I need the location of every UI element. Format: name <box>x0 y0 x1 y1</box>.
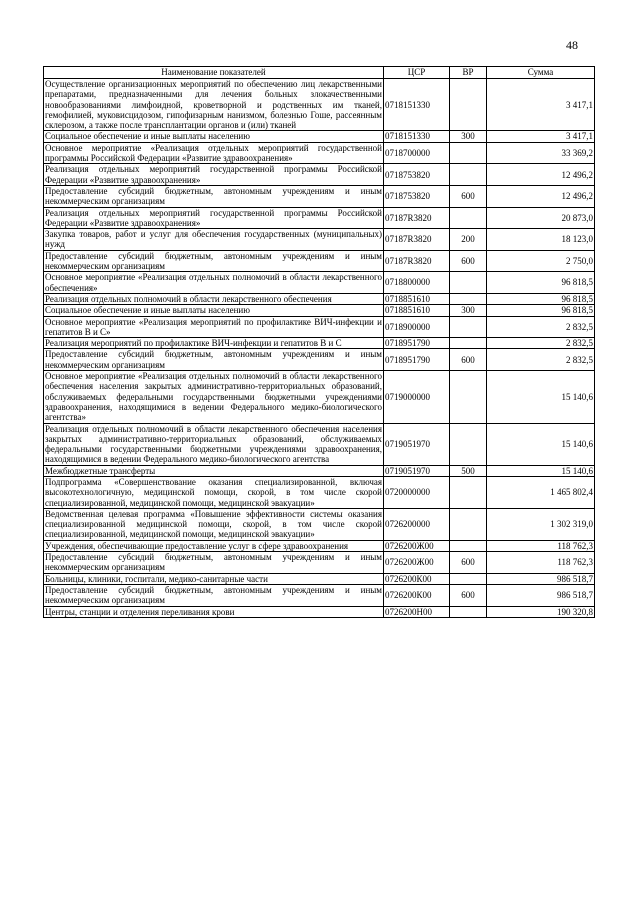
table-row <box>44 552 595 574</box>
cell-sum: 33 369,2 <box>487 142 595 164</box>
cell-vr: 300 <box>450 131 487 142</box>
cell-sum: 3 417,1 <box>487 131 595 142</box>
cell-sum: 2 750,0 <box>487 250 595 272</box>
cell-csr: 0718151330 <box>384 79 450 131</box>
cell-csr: 0726200Н00 <box>384 606 450 617</box>
cell-vr <box>450 508 487 540</box>
cell-sum: 18 123,0 <box>487 229 595 251</box>
cell-csr: 0718951790 <box>384 349 450 371</box>
cell-name: Реализация отдельных полномочий в области лекарственного обеспечения <box>44 293 384 304</box>
cell-csr: 0718753820 <box>384 185 450 207</box>
cell-vr <box>450 476 487 508</box>
cell-sum: 2 832,5 <box>487 349 595 371</box>
cell-csr: 0720000000 <box>384 476 450 508</box>
cell-sum: 96 818,5 <box>487 293 595 304</box>
cell-vr: 300 <box>450 305 487 316</box>
cell-vr: 600 <box>450 185 487 207</box>
table-row <box>44 79 595 131</box>
table-row <box>44 272 595 294</box>
header-sum: Сумма <box>487 67 595 79</box>
cell-sum: 986 518,7 <box>487 584 595 606</box>
cell-csr: 0718951790 <box>384 338 450 349</box>
table-row <box>44 476 595 508</box>
table-row <box>44 371 595 423</box>
cell-name: Предоставление субсидий бюджетным, автономным учреждениям и иным некоммерческим организациям <box>45 185 382 207</box>
cell-sum: 118 762,3 <box>487 540 595 551</box>
cell-csr: 0726200К00 <box>384 573 450 584</box>
cell-sum: 2 832,5 <box>487 338 595 349</box>
cell-csr: 0726200Ж00 <box>384 540 450 551</box>
cell-name: Предоставление субсидий бюджетным, автономным учреждениям и иным некоммерческим организациям <box>45 349 382 370</box>
table-row <box>44 229 595 251</box>
cell-name: Социальное обеспечение и иные выплаты населению <box>44 305 384 316</box>
cell-name: Предоставление субсидий бюджетным, автономным учреждениям и иным некоммерческим организациям <box>45 552 382 573</box>
cell-vr: 600 <box>450 349 487 371</box>
cell-name: Реализация мероприятий по профилактике ВИЧ-инфекции и гепатитов В и С <box>44 338 384 349</box>
table-row <box>44 316 595 338</box>
cell-csr: 0718151330 <box>384 131 450 142</box>
cell-vr <box>450 272 487 294</box>
cell-vr <box>450 79 487 131</box>
table-row <box>44 131 595 142</box>
cell-name: Ведомственная целевая программа «Повышение эффективности системы оказания специализированной медицинской помощи, скорой, в том числе скорой специализированной, медицинской помощи, медицинской эвакуации» <box>45 508 382 540</box>
cell-name: Социальное обеспечение и иные выплаты населению <box>44 131 384 142</box>
cell-csr: 07187R3820 <box>384 250 450 272</box>
table-row <box>44 423 595 465</box>
cell-vr <box>450 207 487 229</box>
header-vr: ВР <box>450 67 487 79</box>
cell-csr: 0719000000 <box>384 371 450 423</box>
table-row <box>44 142 595 164</box>
cell-csr: 0718753820 <box>384 164 450 186</box>
cell-sum: 986 518,7 <box>487 573 595 584</box>
cell-name: Основное мероприятие «Реализация отдельных мероприятий государственной программы Российской Федерации «Развитие здравоохранения» <box>45 142 382 164</box>
cell-sum: 15 140,6 <box>487 423 595 465</box>
cell-sum: 1 302 319,0 <box>487 508 595 540</box>
budget-table <box>43 66 595 618</box>
cell-vr <box>450 423 487 465</box>
cell-csr: 0726200000 <box>384 508 450 540</box>
table-row <box>44 540 595 551</box>
cell-sum: 3 417,1 <box>487 79 595 131</box>
table-row <box>44 164 595 186</box>
cell-name: Подпрограмма «Совершенствование оказания специализированной, включая высокотехнологичную, медицинской помощи, скорой, в том числе скорой специализированной, медицинской помощи, медицинской эвакуации» <box>45 476 382 508</box>
cell-name: Учреждения, обеспечивающие предоставление услуг в сфере здравоохранения <box>44 540 384 551</box>
cell-csr: 0718851610 <box>384 293 450 304</box>
cell-vr: 600 <box>450 584 487 606</box>
cell-vr: 500 <box>450 465 487 476</box>
table-row <box>44 606 595 617</box>
cell-sum: 190 320,8 <box>487 606 595 617</box>
cell-sum: 96 818,5 <box>487 272 595 294</box>
cell-name: Основное мероприятие «Реализация отдельных полномочий в области лекарственного обеспечения населения закрытых административно-территориальных образований, обслуживаемых федеральными государственными бюджетными учреждениями здравоохранения, находящимися в ведении Федерального медико-биологического агентства» <box>45 371 382 423</box>
cell-vr <box>450 142 487 164</box>
cell-csr: 0719051970 <box>384 423 450 465</box>
header-csr: ЦСР <box>384 67 450 79</box>
cell-name: Центры, станции и отделения переливания крови <box>44 606 384 617</box>
cell-csr: 0718851610 <box>384 305 450 316</box>
cell-sum: 12 496,2 <box>487 164 595 186</box>
table-row <box>44 573 595 584</box>
table-header-row <box>44 67 595 79</box>
cell-vr: 600 <box>450 552 487 574</box>
cell-vr <box>450 540 487 551</box>
cell-name: Реализация отдельных полномочий в области лекарственного обеспечения населения закрытых административно-территориальных образований, обслуживаемых федеральными государственными бюджетными учреждениями здравоохранения, находящимися в ведении Федерального медико-биологического агентства <box>45 423 382 465</box>
cell-name: Предоставление субсидий бюджетным, автономным учреждениям и иным некоммерческим организациям <box>45 584 382 606</box>
table-row <box>44 207 595 229</box>
cell-name: Межбюджетные трансферты <box>44 465 384 476</box>
header-name: Наименование показателей <box>44 67 384 79</box>
table-row <box>44 293 595 304</box>
cell-csr: 0718700000 <box>384 142 450 164</box>
cell-csr: 0719051970 <box>384 465 450 476</box>
cell-vr <box>450 316 487 338</box>
table-row <box>44 185 595 207</box>
cell-vr <box>450 606 487 617</box>
cell-name: Осуществление организационных мероприятий по обеспечению лиц лекарственными препаратами, предназначенными для лечения больных злокачественными новообразованиями лимфоидной, кроветворной и родственных им тканей, гемофилией, муковисцидозом, гипофизарным нанизмом, болезнью Гоше, рассеянным склерозом, а также после трансплантации органов и (или) тканей <box>45 79 382 131</box>
cell-vr <box>450 293 487 304</box>
cell-csr: 0718800000 <box>384 272 450 294</box>
table-row <box>44 465 595 476</box>
cell-vr: 600 <box>450 250 487 272</box>
cell-sum: 15 140,6 <box>487 465 595 476</box>
cell-sum: 2 832,5 <box>487 316 595 338</box>
cell-sum: 1 465 802,4 <box>487 476 595 508</box>
cell-csr: 0718900000 <box>384 316 450 338</box>
cell-name: Реализация отдельных мероприятий государственной программы Российской Федерации «Развитие здравоохранения» <box>45 164 382 185</box>
cell-sum: 118 762,3 <box>487 552 595 574</box>
table-row <box>44 508 595 540</box>
table-row <box>44 250 595 272</box>
cell-vr <box>450 338 487 349</box>
cell-sum: 20 873,0 <box>487 207 595 229</box>
cell-name: Закупка товаров, работ и услуг для обеспечения государственных (муниципальных) нужд <box>45 229 382 250</box>
cell-csr: 0726200К00 <box>384 584 450 606</box>
cell-csr: 0726200Ж00 <box>384 552 450 574</box>
page-number: 48 <box>566 38 578 52</box>
cell-vr: 200 <box>450 229 487 251</box>
cell-sum: 96 818,5 <box>487 305 595 316</box>
table-row <box>44 305 595 316</box>
cell-name: Основное мероприятие «Реализация мероприятий по профилактике ВИЧ-инфекции и гепатитов В и С» <box>45 316 382 337</box>
cell-name: Реализация отдельных мероприятий государственной программы Российской Федерации «Развитие здравоохранения» <box>45 207 382 228</box>
table-row <box>44 349 595 371</box>
cell-name: Основное мероприятие «Реализация отдельных полномочий в области лекарственного обеспечения» <box>45 272 382 293</box>
table-row <box>44 338 595 349</box>
cell-csr: 07187R3820 <box>384 207 450 229</box>
cell-sum: 12 496,2 <box>487 185 595 207</box>
table-row <box>44 584 595 606</box>
cell-vr <box>450 164 487 186</box>
cell-csr: 07187R3820 <box>384 229 450 251</box>
cell-sum: 15 140,6 <box>487 371 595 423</box>
cell-name: Предоставление субсидий бюджетным, автономным учреждениям и иным некоммерческим организациям <box>45 250 382 272</box>
cell-vr <box>450 371 487 423</box>
cell-vr <box>450 573 487 584</box>
cell-name: Больницы, клиники, госпитали, медико-санитарные части <box>44 573 384 584</box>
